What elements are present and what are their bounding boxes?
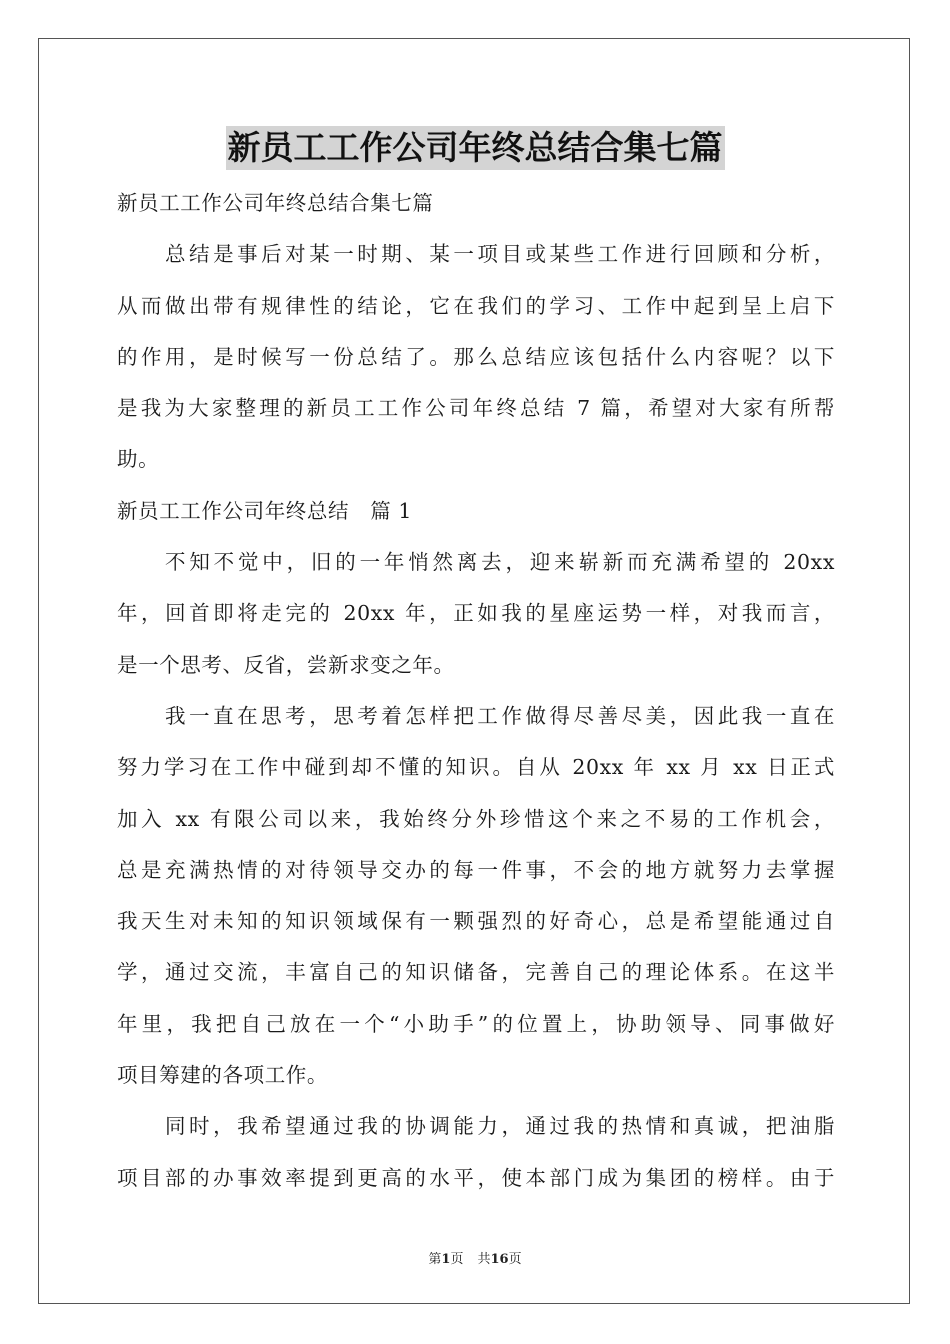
page-prefix: 第	[428, 1252, 442, 1267]
paragraph-line: 项目部的办事效率提到更高的水平，使本部门成为集团的榜样。由于	[117, 1165, 835, 1190]
paragraph-line: 的作用，是时候写一份总结了。那么总结应该包括什么内容呢？以下	[117, 344, 835, 369]
paragraph-line: 总是充满热情的对待领导交办的每一件事，不会的地方就努力去掌握	[117, 857, 835, 882]
paragraph-line: 总结是事后对某一时期、某一项目或某些工作进行回顾和分析，	[165, 242, 835, 267]
total-pages: 16	[490, 1252, 509, 1267]
paragraph-line: 是一个思考、反省，尝新求变之年。	[117, 652, 455, 677]
page-unit: 页	[450, 1252, 464, 1267]
paragraph-line: 项目筹建的各项工作。	[117, 1063, 328, 1088]
paragraph-line: 是我为大家整理的新员工工作公司年终总结 7 篇，希望对大家有所帮	[117, 396, 835, 421]
total-prefix: 共	[477, 1252, 491, 1267]
paragraph-line: 年，回首即将走完的 20xx 年，正如我的星座运势一样，对我而言，	[117, 601, 835, 626]
paragraph-line: 努力学习在工作中碰到却不懂的知识。自从 20xx 年 xx 月 xx 日正式	[117, 755, 835, 780]
document-title-text: 新员工工作公司年终总结合集七篇	[226, 126, 725, 170]
paragraph-line: 不知不觉中，旧的一年悄然离去，迎来崭新而充满希望的 20xx	[165, 550, 835, 575]
section-heading: 新员工工作公司年终总结 篇 1	[117, 498, 413, 523]
paragraph-line: 学，通过交流，丰富自己的知识储备，完善自己的理论体系。在这半	[117, 960, 835, 985]
paragraph-line: 助。	[117, 447, 160, 472]
paragraph-line: 加入 xx 有限公司以来，我始终分外珍惜这个来之不易的工作机会，	[117, 806, 835, 831]
subtitle-line: 新员工工作公司年终总结合集七篇	[117, 191, 434, 215]
paragraph-line: 我一直在思考，思考着怎样把工作做得尽善尽美，因此我一直在	[165, 703, 835, 728]
page-footer	[0, 1248, 950, 1267]
paragraph-line: 我天生对未知的知识领域保有一颗强烈的好奇心，总是希望能通过自	[117, 909, 835, 934]
paragraph-line: 同时，我希望通过我的协调能力，通过我的热情和真诚，把油脂	[165, 1114, 835, 1139]
document-body	[117, 178, 835, 1204]
paragraph-line: 年里，我把自己放在一个“小助手”的位置上，协助领导、同事做好	[117, 1011, 835, 1036]
paragraph-line: 从而做出带有规律性的结论，它在我们的学习、工作中起到呈上启下	[117, 293, 835, 318]
total-unit: 页	[508, 1252, 522, 1267]
document-title	[0, 126, 950, 170]
page-number: 1	[441, 1252, 451, 1267]
